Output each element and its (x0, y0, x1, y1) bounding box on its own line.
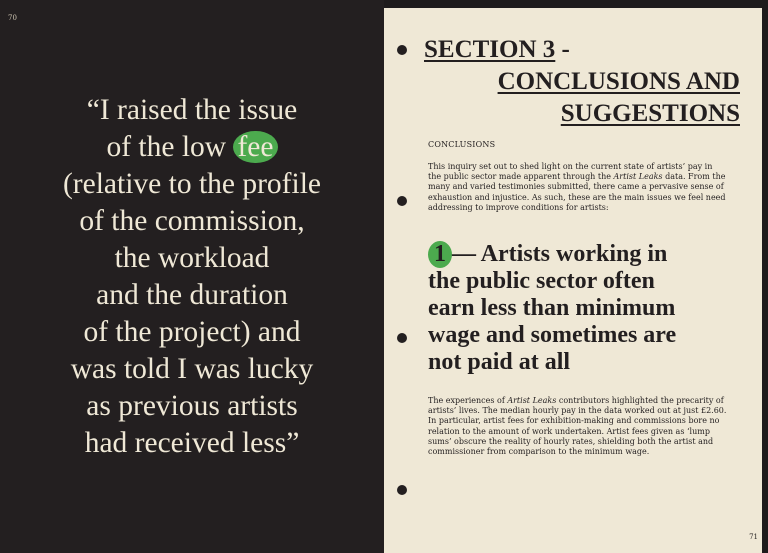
page-number-right: 71 (749, 533, 758, 541)
point-number-highlight: 1 (428, 241, 452, 268)
key-point-line (428, 241, 748, 268)
intro-emphasis: Artist Leaks (613, 172, 663, 182)
section-title-part: SUGGESTIONS (560, 100, 740, 127)
body-text: contributors highlighted the precarity of (556, 396, 724, 405)
quote-line: of the project) and (83, 316, 301, 348)
section-label: SECTION 3 (424, 36, 556, 63)
quote-text: of the low (106, 131, 227, 163)
binding-hole-dot (397, 45, 407, 55)
body-line (428, 396, 738, 406)
section-title-part: CONCLUSIONS AND (497, 68, 740, 95)
body-line: In particular, artist fees for exhibition-making and commissions bore no (428, 416, 720, 426)
intro-paragraph (428, 162, 728, 213)
binding-hole-dot (397, 333, 407, 343)
intro-line (428, 172, 728, 182)
body-line: relation to the amount of work undertaken. Artist fees given as ‘lump (428, 426, 710, 436)
intro-line: addressing to improve conditions for artists: (428, 202, 609, 212)
fee-highlight: fee (233, 131, 277, 163)
quote-line: the workload (114, 242, 270, 274)
body-text: The experiences of (428, 396, 508, 405)
conclusions-kicker: CONCLUSIONS (428, 140, 496, 149)
pull-quote (24, 92, 360, 462)
intro-text: data. From the (662, 172, 726, 182)
binding-hole-dot (397, 196, 407, 206)
binding-hole-dot (397, 485, 407, 495)
section-heading-line (420, 98, 740, 130)
quote-line: as previous artists (86, 390, 298, 422)
intro-line: exhaustion and injustice. As such, these are the main issues we feel need (428, 192, 726, 202)
body-line: sums’ obscure the reality of hourly rates, shielding both the artist and (428, 436, 714, 446)
key-point-line: the public sector often (428, 268, 655, 294)
key-point-line: not paid at all (428, 349, 571, 375)
key-point-text: — Artists working in (452, 241, 668, 267)
body-line: artists’ lives. The median hourly pay in the data worked out at just £2.60. (428, 406, 727, 416)
quote-line: was told I was lucky (70, 353, 314, 385)
section-heading (420, 34, 740, 130)
right-page (384, 8, 762, 553)
body-paragraph (428, 396, 738, 457)
key-point-line: wage and sometimes are (428, 322, 677, 348)
key-point-heading (428, 241, 748, 376)
key-point-line: earn less than minimum (428, 295, 676, 321)
intro-line: many and varied testimonies submitted, there came a pervasive sense of (428, 182, 724, 192)
page-number-left: 70 (8, 14, 17, 22)
quote-line: and the duration (96, 279, 288, 311)
section-heading-line (420, 66, 740, 98)
quote-line: of the commission, (79, 205, 305, 237)
quote-line (24, 129, 360, 166)
quote-line: had received less” (84, 427, 300, 459)
body-emphasis: Artist Leaks (507, 396, 557, 405)
intro-line: This inquiry set out to shed light on the current state of artists’ pay in (428, 162, 713, 171)
quote-line: “I raised the issue (86, 94, 298, 126)
quote-line: (relative to the profile (62, 168, 321, 200)
section-dash: - (555, 36, 570, 63)
intro-text: the public sector made apparent through the (428, 172, 614, 182)
section-heading-line (424, 34, 740, 66)
body-line: commissioner from comparison to the minimum wage. (428, 447, 650, 457)
